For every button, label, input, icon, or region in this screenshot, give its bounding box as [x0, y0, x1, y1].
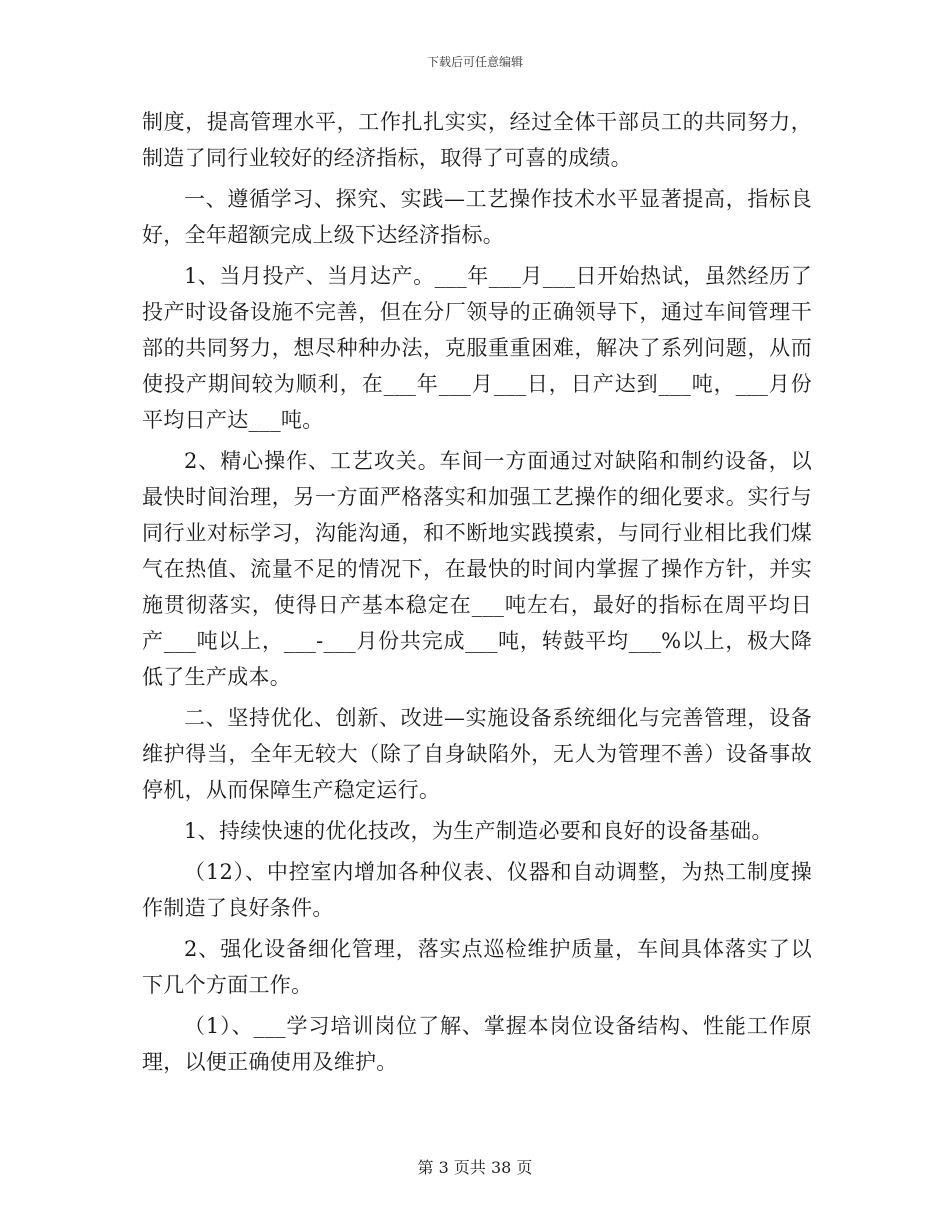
- paragraph-item-careful-operation: 2、精心操作、工艺攻关。车间一方面通过对缺陷和制约设备，以最快时间治理，另一方面严格落实和加强工艺操作的细化要求。实行与同行业对标学习，沟能沟通，和不断地实践摸索，与同行业相比我们煤气在热值、流量不足的情况下，在最快的时间内掌握了操作方针，并实施贯彻落实，使得日产基本稳定在___吨左右，最好的指标在周平均日产___吨以上，___-___月份共完成___吨，转鼓平均___%以上，极大降低了生产成本。: [142, 449, 812, 689]
- paragraph-section-one-heading: 一、遵循学习、探究、实践—工艺操作技术水平显著提高，指标良好，全年超额完成上级下达经济指标。: [142, 187, 812, 247]
- paragraph-continuation: 制度，提高管理水平，工作扎扎实实，经过全体干部员工的共同努力，制造了同行业较好的经济指标，取得了可喜的成绩。: [142, 110, 812, 170]
- page-header-note: 下载后可任意编辑: [426, 55, 523, 69]
- document-body: [142, 104, 812, 1085]
- paragraph-item-commissioning: 1、当月投产、当月达产。___年___月___日开始热试，虽然经历了投产时设备设施不完善，但在分厂领导的正确领导下，通过车间管理干部的共同努力，想尽种种办法，克服重重困难，解决了系列问题，从而使投产期间较为顺利，在___年___月___日，日产达到___吨，___月份平均日产达___吨。: [142, 264, 812, 432]
- paragraph-subitem-training: （1）、___学习培训岗位了解、掌握本岗位设备结构、性能工作原理，以便正确使用及维护。: [142, 1014, 812, 1074]
- paragraph-subitem-control-room: （12）、中控室内增加各种仪表、仪器和自动调整，为热工制度操作制造了良好条件。: [142, 860, 812, 920]
- paragraph-section-two-heading: 二、坚持优化、创新、改进—实施设备系统细化与完善管理，设备维护得当，全年无较大（除了自身缺陷外，无人为管理不善）设备事故停机，从而保障生产稳定运行。: [142, 706, 812, 802]
- paragraph-item-equipment-management: 2、强化设备细化管理，落实点巡检维护质量，车间具体落实了以下几个方面工作。: [142, 937, 812, 997]
- paragraph-item-optimization: 1、持续快速的优化技改，为生产制造必要和良好的设备基础。: [184, 819, 773, 843]
- page-number-footer: 第 3 页共 38 页: [417, 1158, 533, 1177]
